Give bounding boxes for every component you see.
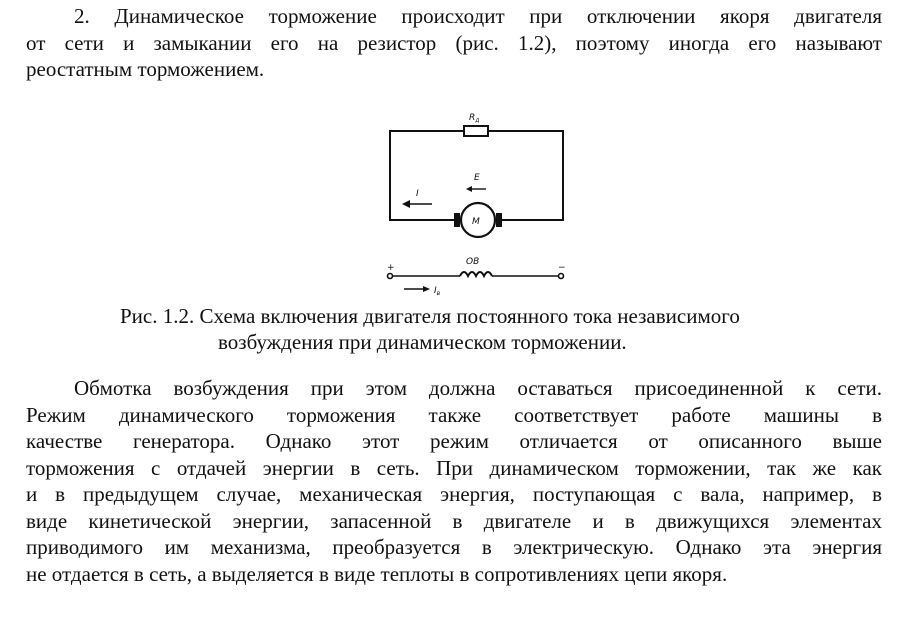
current-label: I [416,189,419,199]
intro-line: от сети и замыкании его на резистор (рис. 1.2), поэтому иногда его называют [26,30,882,55]
intro-line: 2. Динамическое торможение происходит при отключении якоря двигателя [74,4,882,28]
field-circuit [388,272,564,279]
field-current-label: $I_в$ [434,286,441,297]
body-line: приводимого им механизма, преобразуется в электрическую. Однако эта энергия [26,535,882,559]
caption-line: возбуждения при динамическом торможении. [218,330,627,354]
body-line: качестве генератора. Однако этот режим отличается от описанного выше [26,429,882,453]
circuit-diagram [370,100,580,305]
body-line: Режим динамического торможения также соответствует работе машины в [26,402,882,427]
minus-terminal-label: − [558,263,566,273]
emf-label: E [474,173,480,183]
figure-caption [0,303,898,355]
emf-arrow-icon [466,186,486,192]
body-line: и в предыдущем случае, механическая энергия, поступающая с вала, например, в [26,482,882,506]
motor-label: М [472,217,480,227]
resistor-label: $R_д$ [469,113,480,124]
body-line: виде кинетической энергии, запасенной в двигателе и в движущихся элементах [26,508,882,533]
motor-icon [454,203,502,237]
body-line: торможения с отдачей энергии в сеть. При динамическом торможении, так же как [26,455,882,480]
intro-line: реостатным торможением. [26,57,265,81]
plus-terminal-label: + [387,263,395,273]
winding-label: ОВ [466,257,480,267]
body-line: Обмотка возбуждения при этом должна оставаться присоединенной к сети. [74,376,882,400]
current-arrow-icon [402,200,432,208]
winding-coil-icon [460,272,492,276]
resistor-icon [464,126,488,136]
field-current-arrow-icon [404,286,430,292]
body-paragraph [26,375,882,587]
body-line: не отдается в сеть, а выделяется в виде теплоты в сопротивлениях цепи якоря. [26,561,728,586]
intro-paragraph [26,3,882,83]
caption-line: Рис. 1.2. Схема включения двигателя постоянного тока независимого [120,304,740,328]
